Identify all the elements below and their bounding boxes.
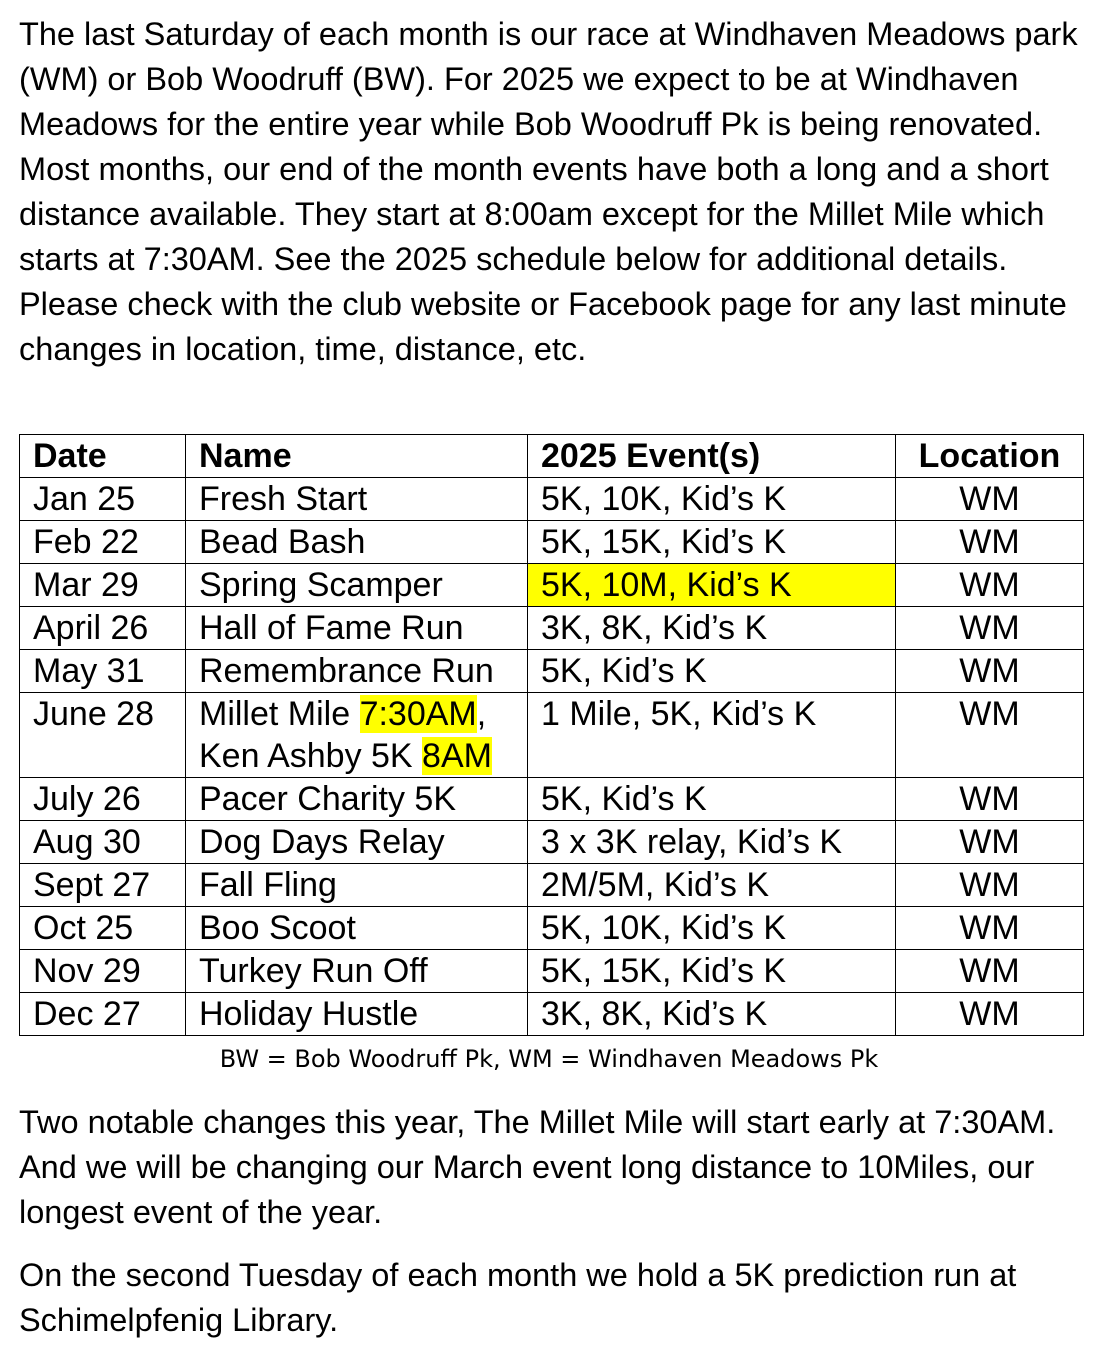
cell-events: 5K, 10K, Kid’s K (528, 907, 896, 950)
table-row (20, 821, 1084, 864)
cell-date: May 31 (20, 650, 186, 693)
name-text: Ken Ashby 5K (199, 737, 423, 775)
cell-name: Holiday Hustle (186, 993, 528, 1036)
cell-events: 5K, 10K, Kid’s K (528, 478, 896, 521)
cell-date: Dec 27 (20, 993, 186, 1036)
cell-name: Boo Scoot (186, 907, 528, 950)
cell-name: Remembrance Run (186, 650, 528, 693)
cell-date: Sept 27 (20, 864, 186, 907)
cell-name: Fresh Start (186, 478, 528, 521)
cell-location: WM (896, 907, 1084, 950)
cell-date: Nov 29 (20, 950, 186, 993)
cell-date: Jan 25 (20, 478, 186, 521)
cell-date: June 28 (20, 693, 186, 778)
cell-events: 5K, 15K, Kid’s K (528, 521, 896, 564)
table-row (20, 778, 1084, 821)
table-row (20, 478, 1084, 521)
cell-events: 3K, 8K, Kid’s K (528, 993, 896, 1036)
cell-date: Oct 25 (20, 907, 186, 950)
name-text: Millet Mile (199, 695, 360, 733)
table-row (20, 693, 1084, 778)
name-line-1 (199, 693, 527, 735)
cell-location: WM (896, 564, 1084, 607)
cell-events: 2M/5M, Kid’s K (528, 864, 896, 907)
cell-events: 3K, 8K, Kid’s K (528, 607, 896, 650)
cell-events: 5K, 15K, Kid’s K (528, 950, 896, 993)
cell-date: July 26 (20, 778, 186, 821)
start-time-highlight: 8AM (422, 737, 492, 775)
cell-location: WM (896, 778, 1084, 821)
cell-name: Bead Bash (186, 521, 528, 564)
table-row (20, 607, 1084, 650)
cell-location: WM (896, 950, 1084, 993)
table-row (20, 993, 1084, 1036)
cell-events-highlighted: 5K, 10M, Kid’s K (528, 564, 896, 607)
header-events: 2025 Event(s) (528, 435, 896, 478)
header-date: Date (20, 435, 186, 478)
cell-name: Hall of Fame Run (186, 607, 528, 650)
cell-events: 3 x 3K relay, Kid’s K (528, 821, 896, 864)
start-time-highlight: 7:30AM (359, 695, 477, 733)
table-row (20, 521, 1084, 564)
cell-location: WM (896, 993, 1084, 1036)
cell-name: Turkey Run Off (186, 950, 528, 993)
cell-location: WM (896, 821, 1084, 864)
cell-date: Aug 30 (20, 821, 186, 864)
name-line-2 (199, 735, 527, 777)
cell-events: 5K, Kid’s K (528, 778, 896, 821)
table-row (20, 650, 1084, 693)
cell-name: Pacer Charity 5K (186, 778, 528, 821)
cell-location: WM (896, 607, 1084, 650)
cell-name: Spring Scamper (186, 564, 528, 607)
race-schedule-table (19, 434, 1084, 1036)
table-row (20, 907, 1084, 950)
cell-date: Mar 29 (20, 564, 186, 607)
table-row (20, 950, 1084, 993)
cell-date: April 26 (20, 607, 186, 650)
cell-location: WM (896, 478, 1084, 521)
cell-location: WM (896, 693, 1084, 778)
cell-name: Fall Fling (186, 864, 528, 907)
header-name: Name (186, 435, 528, 478)
prediction-run-paragraph: On the second Tuesday of each month we hold a 5K prediction run at Schimelpfenig Library. (19, 1257, 1017, 1338)
cell-events: 5K, Kid’s K (528, 650, 896, 693)
changes-paragraph: Two notable changes this year, The Millet Mile will start early at 7:30AM. And we will be changing our March event long distance to 10Miles, our longest event of the year. (19, 1104, 1056, 1230)
header-location: Location (896, 435, 1084, 478)
cell-location: WM (896, 521, 1084, 564)
cell-date: Feb 22 (20, 521, 186, 564)
table-row (20, 564, 1084, 607)
cell-events: 1 Mile, 5K, Kid’s K (528, 693, 896, 778)
table-row (20, 864, 1084, 907)
intro-paragraph: The last Saturday of each month is our race at Windhaven Meadows park (WM) or Bob Woodruff (BW). For 2025 we expect to be at Windhaven Meadows for the entire year while Bob Woodruff Pk is being renovated. Most months, our end of the month events have both a long and a short distance available. They start at 8:00am except for the Millet Mile which starts at 7:30AM. See the 2025 schedule below for additional details. Please check with the club website or Facebook page for any last minute changes in location, time, distance, etc. (19, 16, 1078, 367)
cell-location: WM (896, 864, 1084, 907)
location-legend-footnote: BW = Bob Woodruff Pk, WM = Windhaven Meadows Pk (219, 1045, 879, 1073)
name-suffix: , (476, 695, 487, 733)
cell-name-multiline (186, 693, 528, 778)
table-header-row (20, 435, 1084, 478)
cell-location: WM (896, 650, 1084, 693)
cell-name: Dog Days Relay (186, 821, 528, 864)
